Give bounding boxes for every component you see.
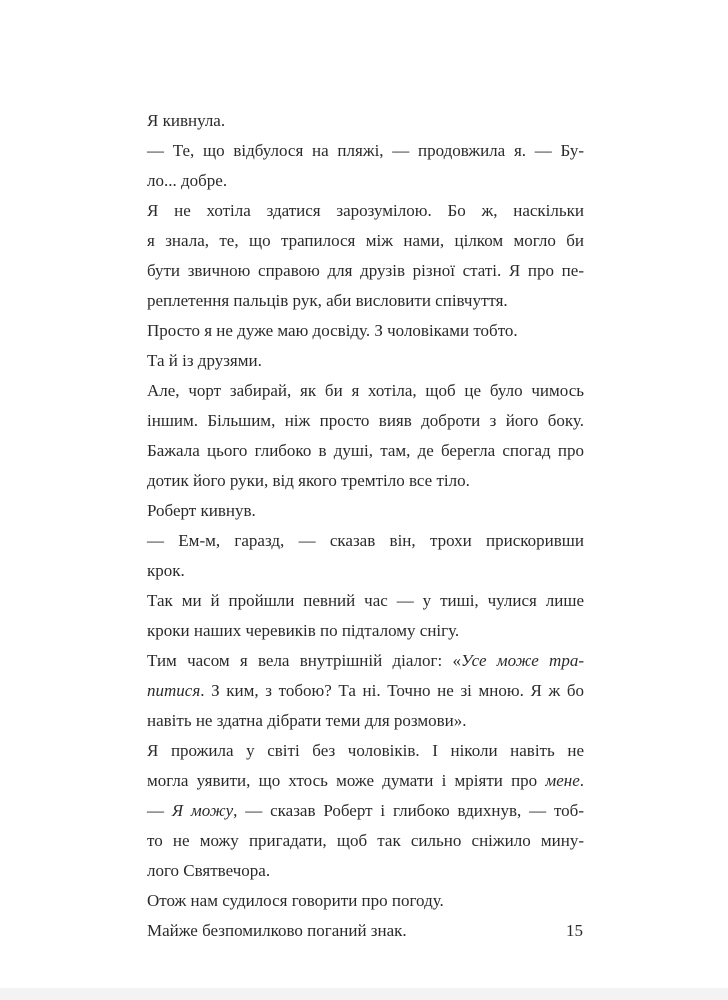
text-segment: могла уявити, що хтось може думати і мріяти про — [147, 771, 546, 790]
text-segment: — — [147, 801, 172, 820]
text-line: то не можу пригадати, щоб так сильно сніжило мину- — [147, 831, 584, 850]
text-line: — Те, що відбулося на пляжі, — продовжила я. — Бу- — [147, 141, 584, 160]
text-line — [147, 766, 584, 796]
text-line: Я не хотіла здатися зарозумілою. Бо ж, наскільки — [147, 201, 584, 220]
text-segment: . — [579, 771, 584, 790]
text-line: Отож нам судилося говорити про погоду. — [147, 891, 444, 910]
text-line: Але, чорт забирай, як би я хотіла, щоб це було чимось — [147, 381, 584, 400]
text-line: Я кивнула. — [147, 111, 226, 130]
text-line: навіть не здатна дібрати теми для розмови». — [147, 711, 467, 730]
text-line: — Ем-м, гаразд, — сказав він, трохи прискоривши — [147, 531, 584, 550]
text-segment: , — сказав Роберт і глибоко вдихнув, — тоб- — [233, 801, 584, 820]
text-line: дотик його руки, від якого тремтіло все тіло. — [147, 471, 470, 490]
emphasis: Я можу — [171, 801, 234, 820]
text-line: ло... добре. — [147, 171, 228, 190]
text-line — [147, 646, 584, 676]
page-number: 15 — [566, 921, 583, 940]
text-line — [147, 796, 584, 826]
text-segment: . З ким, з тобою? Та ні. Точно не зі мною. Я ж бо — [200, 681, 584, 700]
text-line: лого Святвечора. — [147, 861, 271, 880]
text-line: Майже безпомилково поганий знак. — [147, 921, 407, 940]
text-line: крок. — [147, 561, 185, 580]
text-line: реплетення пальців рук, аби висловити співчуття. — [147, 291, 508, 310]
page-edge — [0, 988, 728, 1000]
text-line: Та й із друзями. — [147, 351, 262, 370]
text-line — [147, 676, 584, 706]
text-line: іншим. Більшим, ніж просто вияв доброти з його боку. — [147, 411, 584, 430]
text-segment: Тим часом я вела внутрішній діалог: « — [147, 651, 461, 670]
text-line: Бажала цього глибоко в душі, там, де берегла спогад про — [147, 441, 584, 460]
text-line: бути звичною справою для друзів різної статі. Я про пе- — [147, 261, 584, 280]
emphasis: мене — [545, 771, 580, 790]
text-line: я знала, те, що трапилося між нами, цілком могло би — [147, 231, 584, 250]
quoted-italic: Усе може тра- — [460, 651, 584, 670]
text-line: Так ми й пройшли певний час — у тиші, чулися лише — [147, 591, 584, 610]
text-line: Роберт кивнув. — [147, 501, 256, 520]
quoted-italic: питися — [147, 681, 201, 700]
body-text — [147, 106, 584, 946]
text-line: Я прожила у світі без чоловіків. І ніколи навіть не — [147, 741, 584, 760]
text-line: Просто я не дуже маю досвіду. З чоловіками тобто. — [147, 321, 518, 340]
text-line: кроки наших черевиків по підталому снігу. — [147, 621, 460, 640]
